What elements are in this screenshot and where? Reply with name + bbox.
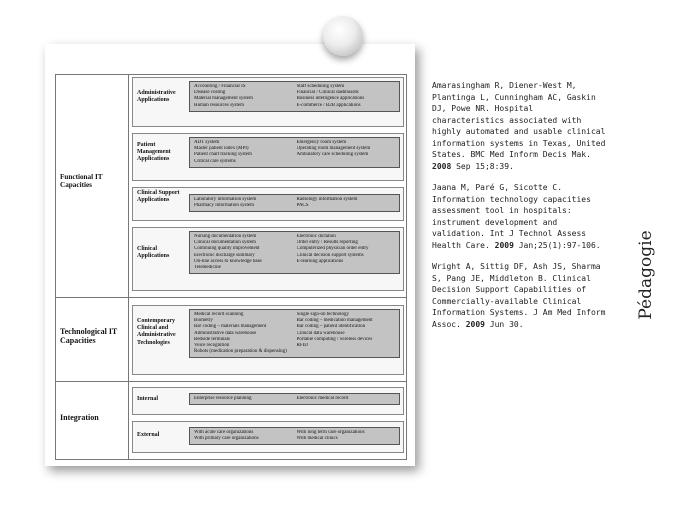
item: Bar coding – materials management [194,324,267,330]
item: Disease costing [194,90,226,96]
item: Material management system [194,96,253,102]
item: Telemedicine [194,264,221,270]
group-items [189,231,400,274]
section-label-functional: Functional IT Capacities [60,173,103,190]
item: Human resources system [194,102,244,108]
it-capacities-diagram [55,74,407,460]
item: Electronic medical record [296,396,349,401]
group-label: Internal [137,396,158,402]
item: Nursing documentation system [194,234,257,239]
group-label: Contemporary Clinical and Administrative Technologies [137,318,176,346]
section-column-divider [128,75,129,459]
pushpin-icon [323,16,363,56]
item: Business intelligence applications [296,96,365,102]
group-items [189,137,400,168]
group-items [189,81,400,112]
section-divider [56,297,406,298]
item: Staff scheduling system [296,84,345,89]
item: Bar coding – patient identification [296,324,366,330]
item: Robots (medication preparation & dispensing) [194,349,287,355]
item: Operating room management system [296,146,371,152]
group-items [189,427,400,445]
item: Computerized physician order entry [296,246,369,252]
item: Clinical decision support systems [296,252,364,258]
group-items [189,309,400,358]
group-items [189,393,400,405]
references [432,80,610,340]
reference-item: Jaana M, Paré G, Sicotte C. Information technology capacities assessment tool in hospitals: instrument development and validation. Int J Technol Assess Health Care. 2009 Jan;25(1):97-106. [432,183,601,250]
item: With primary care organizations [194,436,259,442]
item: With long term care organizations [296,430,365,435]
group-label: Patient Management Applications [137,142,171,163]
section-label-integration: Integration [60,413,99,422]
group-administrative [132,77,404,127]
section-divider [56,381,406,382]
item: Financial / Clinical dashboards [296,90,359,96]
group-external [132,421,404,453]
item: With medical clinics [296,436,338,442]
item: E-learning applications [296,258,344,264]
item: On-line access to knowledge base [194,258,262,264]
reference-item: Amarasingham R, Diener-West M, Plantinga L, Cunningham AC, Gaskin DJ, Powe NR. Hospital characteristics associated with highly automated and usable clinical information systems in Texas, United States. BMC Med Inform Decis Mak. 2008 Sep 15;8:39. [432,81,606,171]
group-label: Clinical Support Applications [137,190,180,204]
slide: Functional IT Capacities Technological IT Capacities Integration Administrative Applications Accounting / Financial IS Disease costing Material management system Human resources system Staff scheduling system Financial / Clinical dashboards Business intelligence applications E-commerce / B2B applications Patient Management Applications ADT system Master patient index (MPI) Patient chart tracking system Critical care systems Emergency room system Operating room management system Ambulatory care scheduling system Clinical Support Applications Laboratory information system Pharmacy information system Radiology information system PACS Clinical Applications Nursing documentation system Clinical documentation system Continuing quality improvement Electronic discharge summary On-line access to knowledge base Telemedicine Electronic dictation Order entry / Results reporting Computerized physician order entry Clinical decision support systems E-learning applications Contemporary Clinical and Administrative Technologies Medical record scanning Biometry Bar coding – materials management Administrative data warehouse Bedside terminals Voice recognition Robots (medication preparation & dispensing) Single sign-on technology Bar coding – medication management Bar coding – patient identification Clinical data warehouse Portable computing / wireless devices RFID Internal Enterprise resource planning Electronic medical record External With acute care organizations With primary care organizations With long term care organizations With medical clinics Amarasingham R, Diener-West M, Plantinga L, Cunningham AC, Gaskin DJ, Powe NR. Hospital characteristics associated with highly automated and usable clinical information systems in Texas, United States. BMC Med Inform Decis Mak. 2008 Sep 15;8:39. Jaana M, Paré G, Sicotte C. Information technology capacities assessment tool in hospitals: instrument development and validation. Int J Technol Assess Health Care. 2009 Jan;25(1):97-106. Wright A, Sittig DF, Ash JS, Sharma S, Pang JE, Middleton B. Clinical Decision Support Capabilities of Commercially-available Clinical Information Systems. J Am Med Inform Assoc. 2009 Jun 30. Pédagogie [0,0,689,517]
item: Bar coding – medication management [296,318,373,324]
item: Administrative data warehouse [194,330,257,336]
section-label-technological: Technological IT Capacities [60,327,118,346]
item: Pharmacy information system [194,203,254,209]
item: Emergency room system [296,140,347,145]
group-clinical-support [132,187,404,221]
item: RFID [296,342,308,348]
group-label: Clinical Applications [137,246,170,260]
item: PACS [296,203,309,209]
item: Electronic discharge summary [194,252,255,258]
item: Radiology information system [296,197,358,202]
group-label: External [137,432,160,438]
group-label: Administrative Applications [137,90,176,104]
group-clinical-applications [132,227,404,291]
item: Medical record scanning [194,312,244,317]
figure-photo [45,44,415,466]
item: Master patient index (MPI) [194,146,249,152]
group-internal [132,387,404,415]
item: Biometry [194,318,213,324]
group-items [189,194,400,212]
item: With acute care organizations [194,430,254,435]
item: Critical care systems [194,158,236,164]
item: ADT system [194,140,220,145]
item: Order entry / Results reporting [296,240,358,246]
item: Accounting / Financial IS [194,84,246,89]
item: Portable computing / wireless devices [296,336,373,342]
item: Electronic dictation [296,234,336,239]
item: E-commerce / B2B applications [296,102,361,108]
item: Single sign-on technology [296,312,349,317]
item: Clinical data warehouse [296,330,345,336]
item: Ambulatory care scheduling system [296,152,369,158]
group-patient-management [132,133,404,181]
item: Laboratory information system [194,197,257,202]
reference-item: Wright A, Sittig DF, Ash JS, Sharma S, Pang JE, Middleton B. Clinical Decision Support Capabilities of Commercially-available Clinical Information Systems. J Am Med Inform Assoc. 2009 Jun 30. [432,262,606,329]
item: Voice recognition [194,342,230,348]
item: Bedside terminals [194,336,230,342]
item: Enterprise resource planning [194,396,252,401]
item: Continuing quality improvement [194,246,260,252]
group-contemporary-technologies [132,305,404,375]
item: Patient chart tracking system [194,152,252,158]
item: Clinical documentation system [194,240,256,246]
